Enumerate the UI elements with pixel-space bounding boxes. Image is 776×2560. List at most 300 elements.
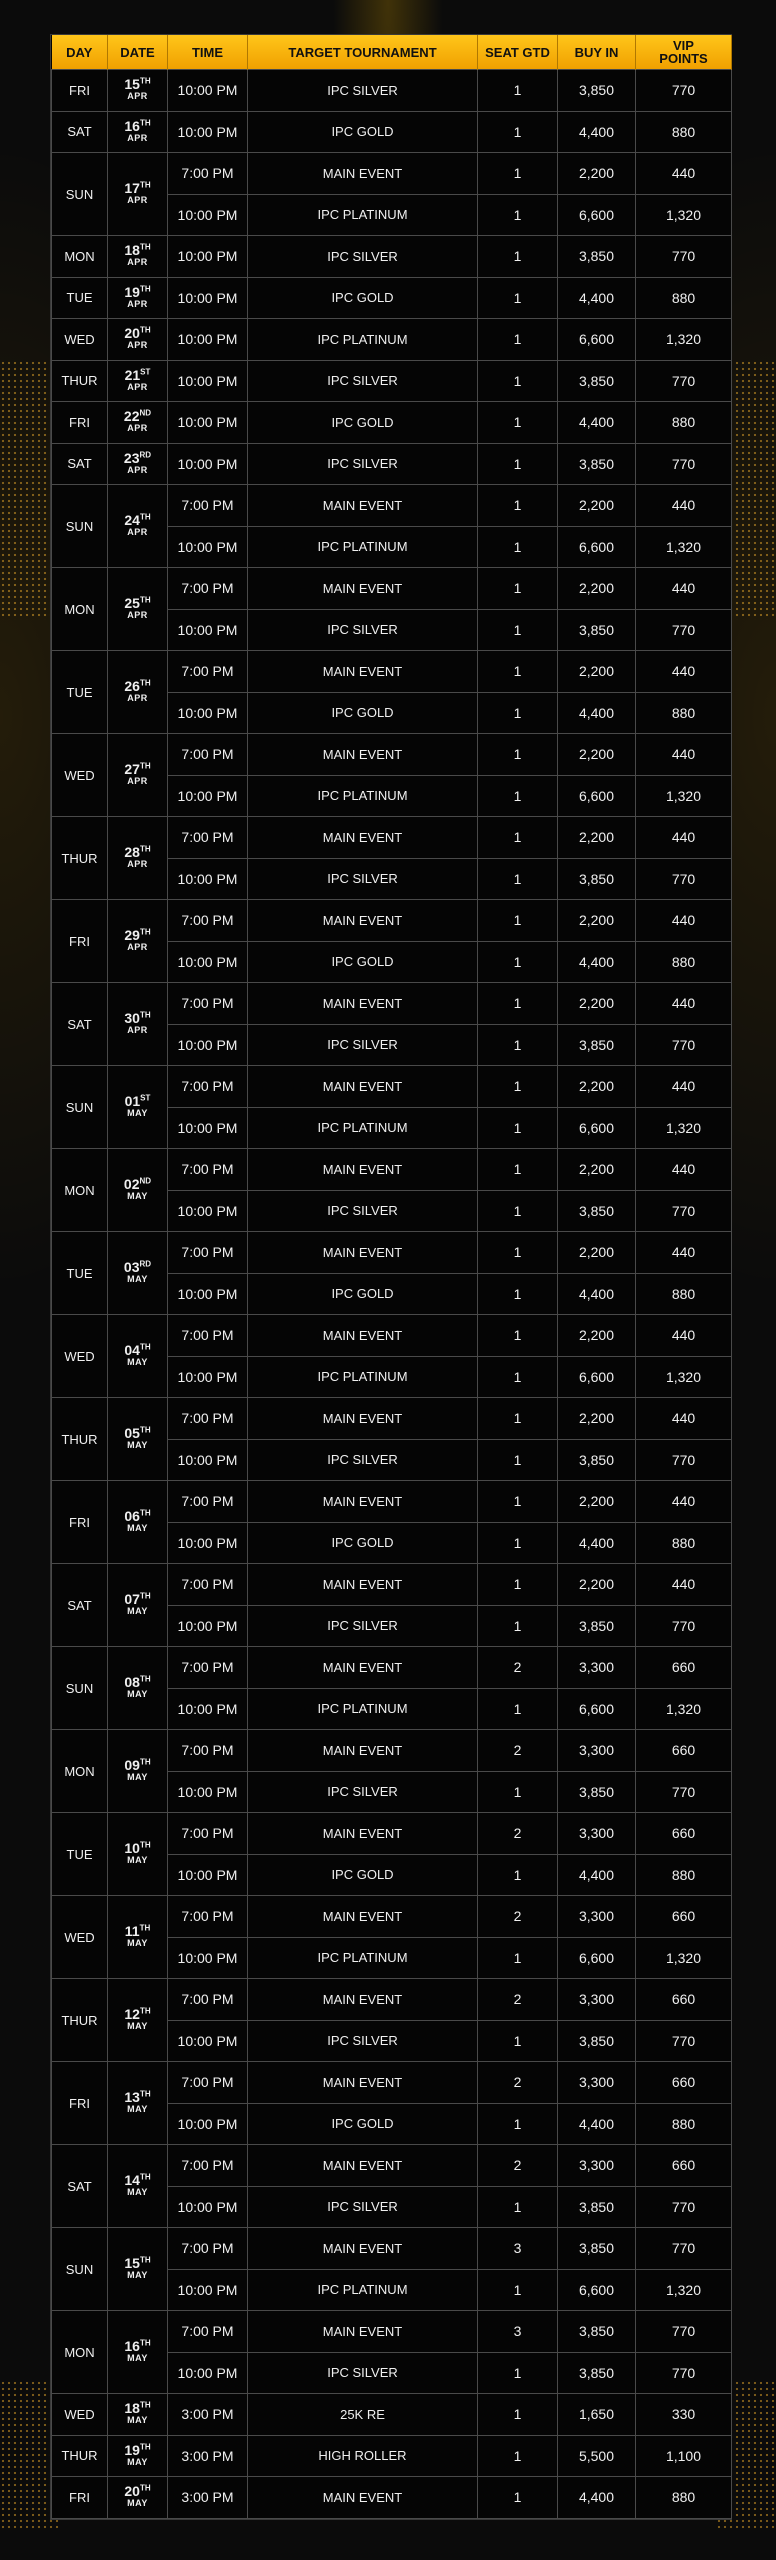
date-month: APR xyxy=(127,257,148,268)
date-month: MAY xyxy=(127,1357,148,1367)
date-cell xyxy=(108,2311,168,2394)
date-month: APR xyxy=(127,942,148,952)
date-suffix: TH xyxy=(139,761,151,771)
time-cell: 10:00 PM xyxy=(168,609,248,651)
table-row xyxy=(52,2435,732,2477)
day-cell: THUR xyxy=(52,2435,108,2477)
tournament-cell: IPC PLATINUM xyxy=(248,1688,478,1730)
buy-in-cell: 5,500 xyxy=(558,2435,636,2477)
date-suffix: TH xyxy=(139,2006,151,2016)
date-day xyxy=(108,763,167,775)
tournament-cell: MAIN EVENT xyxy=(248,485,478,527)
tournament-cell: IPC GOLD xyxy=(248,2103,478,2145)
date-suffix: TH xyxy=(139,2442,151,2452)
date-suffix: TH xyxy=(139,2400,151,2410)
day-cell: TUE xyxy=(52,1813,108,1896)
vip-points-cell: 880 xyxy=(636,111,732,153)
date-cell xyxy=(108,1564,168,1647)
buy-in-cell: 3,850 xyxy=(558,609,636,651)
date-suffix: TH xyxy=(139,1010,151,1020)
seat-gtd-cell: 1 xyxy=(478,2435,558,2477)
date-month: MAY xyxy=(127,1440,148,1450)
time-cell: 7:00 PM xyxy=(168,1564,248,1606)
seat-gtd-cell: 3 xyxy=(478,2228,558,2270)
date-day xyxy=(108,1012,167,1024)
seat-gtd-cell: 1 xyxy=(478,70,558,112)
tournament-cell: MAIN EVENT xyxy=(248,983,478,1025)
seat-gtd-cell: 2 xyxy=(478,1896,558,1938)
vip-points-cell: 440 xyxy=(636,1066,732,1108)
tournament-cell: MAIN EVENT xyxy=(248,1149,478,1191)
date-month: MAY xyxy=(127,2021,148,2031)
tournament-cell: IPC GOLD xyxy=(248,1854,478,1896)
table-row xyxy=(52,443,732,485)
buy-in-cell: 2,200 xyxy=(558,817,636,859)
buy-in-cell: 3,850 xyxy=(558,2186,636,2228)
table-row xyxy=(52,2062,732,2104)
date-cell xyxy=(108,1232,168,1315)
seat-gtd-cell: 1 xyxy=(478,2186,558,2228)
tournament-cell: IPC PLATINUM xyxy=(248,319,478,361)
date-suffix: TH xyxy=(139,180,151,190)
date-cell xyxy=(108,651,168,734)
tournament-cell: IPC SILVER xyxy=(248,2352,478,2394)
tournament-cell: MAIN EVENT xyxy=(248,1979,478,2021)
tournament-cell: MAIN EVENT xyxy=(248,1315,478,1357)
tournament-cell: IPC GOLD xyxy=(248,1273,478,1315)
date-cell xyxy=(108,817,168,900)
vip-points-cell: 440 xyxy=(636,817,732,859)
date-number: 23 xyxy=(123,449,140,466)
date-number: 22 xyxy=(123,408,140,425)
seat-gtd-cell: 1 xyxy=(478,1481,558,1523)
buy-in-cell: 2,200 xyxy=(558,1066,636,1108)
vip-points-cell: 1,320 xyxy=(636,1688,732,1730)
tournament-cell: IPC PLATINUM xyxy=(248,1356,478,1398)
date-suffix: TH xyxy=(139,1923,151,1933)
tournament-cell: IPC GOLD xyxy=(248,111,478,153)
date-suffix: TH xyxy=(139,1342,151,1352)
time-cell: 7:00 PM xyxy=(168,817,248,859)
vip-points-cell: 880 xyxy=(636,402,732,444)
date-day xyxy=(108,325,167,342)
vip-points-cell: 770 xyxy=(636,1605,732,1647)
date-suffix: TH xyxy=(139,1591,151,1601)
buy-in-cell: 3,850 xyxy=(558,2352,636,2394)
time-cell: 10:00 PM xyxy=(168,111,248,153)
table-row xyxy=(52,817,732,859)
seat-gtd-cell: 1 xyxy=(478,1066,558,1108)
buy-in-cell: 3,850 xyxy=(558,1190,636,1232)
buy-in-cell: 2,200 xyxy=(558,485,636,527)
header-buy-in: BUY IN xyxy=(558,35,636,70)
date-day xyxy=(108,242,167,259)
seat-gtd-cell: 1 xyxy=(478,153,558,195)
seat-gtd-cell: 1 xyxy=(478,568,558,610)
date-suffix: TH xyxy=(139,2483,151,2493)
seat-gtd-cell: 1 xyxy=(478,775,558,817)
time-cell: 10:00 PM xyxy=(168,70,248,112)
time-cell: 10:00 PM xyxy=(168,858,248,900)
table-row xyxy=(52,2311,732,2353)
vip-points-cell: 440 xyxy=(636,568,732,610)
tournament-cell: IPC SILVER xyxy=(248,1024,478,1066)
tournament-cell: IPC SILVER xyxy=(248,1771,478,1813)
buy-in-cell: 3,850 xyxy=(558,1439,636,1481)
date-month: APR xyxy=(127,464,148,475)
buy-in-cell: 6,600 xyxy=(558,319,636,361)
tournament-cell: IPC PLATINUM xyxy=(248,526,478,568)
date-month: MAY xyxy=(127,2415,148,2426)
tournament-cell: MAIN EVENT xyxy=(248,1564,478,1606)
vip-points-cell: 1,320 xyxy=(636,526,732,568)
day-cell: THUR xyxy=(52,360,108,402)
buy-in-cell: 2,200 xyxy=(558,651,636,693)
date-day xyxy=(108,366,167,383)
date-suffix: RD xyxy=(139,450,152,460)
date-number: 05 xyxy=(124,1425,140,1441)
seat-gtd-cell: 2 xyxy=(478,1979,558,2021)
vip-points-cell: 880 xyxy=(636,1273,732,1315)
date-month: APR xyxy=(127,423,148,434)
date-day xyxy=(108,2091,167,2103)
day-cell: SAT xyxy=(52,2145,108,2228)
table-row xyxy=(52,2145,732,2187)
header-seat-gtd: SEAT GTD xyxy=(478,35,558,70)
buy-in-cell: 4,400 xyxy=(558,402,636,444)
buy-in-cell: 6,600 xyxy=(558,1356,636,1398)
date-month: MAY xyxy=(127,2187,148,2197)
date-day xyxy=(108,1925,167,1937)
seat-gtd-cell: 1 xyxy=(478,692,558,734)
time-cell: 10:00 PM xyxy=(168,526,248,568)
buy-in-cell: 3,850 xyxy=(558,858,636,900)
tournament-cell: MAIN EVENT xyxy=(248,1232,478,1274)
seat-gtd-cell: 1 xyxy=(478,1315,558,1357)
day-cell: SAT xyxy=(52,443,108,485)
seat-gtd-cell: 1 xyxy=(478,2352,558,2394)
date-cell xyxy=(108,70,168,112)
vip-points-cell: 440 xyxy=(636,153,732,195)
date-number: 17 xyxy=(124,180,140,196)
seat-gtd-cell: 2 xyxy=(478,1647,558,1689)
date-month: MAY xyxy=(127,2270,148,2280)
date-month: APR xyxy=(127,340,148,351)
table-row xyxy=(52,2477,732,2519)
date-day xyxy=(108,1676,167,1688)
table-row xyxy=(52,651,732,693)
tournament-cell: IPC SILVER xyxy=(248,609,478,651)
buy-in-cell: 2,200 xyxy=(558,1398,636,1440)
buy-in-cell: 3,850 xyxy=(558,70,636,112)
date-suffix: ND xyxy=(139,408,152,418)
date-cell xyxy=(108,319,168,361)
date-month: MAY xyxy=(127,2104,148,2114)
buy-in-cell: 3,850 xyxy=(558,443,636,485)
day-cell: TUE xyxy=(52,651,108,734)
seat-gtd-cell: 1 xyxy=(478,236,558,278)
vip-points-cell: 440 xyxy=(636,734,732,776)
date-suffix: TH xyxy=(139,1674,151,1684)
vip-points-cell: 1,320 xyxy=(636,1107,732,1149)
date-day xyxy=(108,597,167,609)
day-cell: MON xyxy=(52,236,108,278)
date-cell xyxy=(108,734,168,817)
time-cell: 10:00 PM xyxy=(168,1190,248,1232)
time-cell: 10:00 PM xyxy=(168,277,248,319)
tournament-cell: MAIN EVENT xyxy=(248,1730,478,1772)
date-suffix: TH xyxy=(139,325,151,335)
date-day xyxy=(108,1178,167,1190)
tournament-cell: IPC GOLD xyxy=(248,941,478,983)
date-day xyxy=(108,2174,167,2186)
date-number: 07 xyxy=(124,1591,140,1607)
vip-points-cell: 660 xyxy=(636,1979,732,2021)
buy-in-cell: 3,850 xyxy=(558,2020,636,2062)
table-row xyxy=(52,236,732,278)
tournament-cell: IPC GOLD xyxy=(248,1522,478,1564)
table-row xyxy=(52,111,732,153)
day-cell: MON xyxy=(52,1730,108,1813)
date-suffix: TH xyxy=(139,595,151,605)
time-cell: 10:00 PM xyxy=(168,1937,248,1979)
date-suffix: ST xyxy=(140,1093,151,1103)
date-month: APR xyxy=(127,527,148,537)
date-cell xyxy=(108,111,168,153)
tournament-cell: MAIN EVENT xyxy=(248,1481,478,1523)
date-day xyxy=(108,2257,167,2269)
time-cell: 10:00 PM xyxy=(168,1771,248,1813)
date-number: 04 xyxy=(124,1342,140,1358)
tournament-cell: IPC SILVER xyxy=(248,858,478,900)
date-month: MAY xyxy=(127,1108,148,1118)
schedule-panel xyxy=(50,34,732,2520)
vip-points-cell: 440 xyxy=(636,1398,732,1440)
tournament-cell: MAIN EVENT xyxy=(248,2477,478,2519)
vip-points-cell: 770 xyxy=(636,236,732,278)
buy-in-cell: 2,200 xyxy=(558,734,636,776)
buy-in-cell: 6,600 xyxy=(558,526,636,568)
date-number: 25 xyxy=(124,595,140,611)
time-cell: 7:00 PM xyxy=(168,1730,248,1772)
date-number: 24 xyxy=(124,512,140,528)
date-month: MAY xyxy=(127,2498,148,2509)
buy-in-cell: 3,300 xyxy=(558,2062,636,2104)
date-month: MAY xyxy=(127,1938,148,1948)
vip-points-cell: 880 xyxy=(636,2103,732,2145)
vip-points-cell: 770 xyxy=(636,360,732,402)
buy-in-cell: 4,400 xyxy=(558,941,636,983)
date-day xyxy=(108,283,167,300)
table-row xyxy=(52,2228,732,2270)
vip-points-cell: 440 xyxy=(636,900,732,942)
seat-gtd-cell: 1 xyxy=(478,360,558,402)
seat-gtd-cell: 1 xyxy=(478,2103,558,2145)
date-number: 18 xyxy=(124,2400,140,2417)
date-number: 06 xyxy=(124,1508,140,1524)
seat-gtd-cell: 1 xyxy=(478,858,558,900)
time-cell: 7:00 PM xyxy=(168,900,248,942)
table-body xyxy=(52,70,732,2519)
time-cell: 3:00 PM xyxy=(168,2394,248,2436)
table-row xyxy=(52,900,732,942)
vip-points-cell: 660 xyxy=(636,2062,732,2104)
vip-points-cell: 880 xyxy=(636,1522,732,1564)
vip-points-cell: 770 xyxy=(636,1771,732,1813)
vip-points-cell: 660 xyxy=(636,1730,732,1772)
date-month: APR xyxy=(127,298,148,309)
date-month: APR xyxy=(127,195,148,205)
day-cell: FRI xyxy=(52,900,108,983)
time-cell: 7:00 PM xyxy=(168,1315,248,1357)
date-month: MAY xyxy=(127,1606,148,1616)
tournament-cell: MAIN EVENT xyxy=(248,153,478,195)
header-time: TIME xyxy=(168,35,248,70)
time-cell: 10:00 PM xyxy=(168,941,248,983)
time-cell: 7:00 PM xyxy=(168,651,248,693)
tournament-cell: IPC PLATINUM xyxy=(248,775,478,817)
tournament-cell: MAIN EVENT xyxy=(248,1066,478,1108)
table-row xyxy=(52,734,732,776)
date-suffix: TH xyxy=(139,284,151,294)
date-cell xyxy=(108,568,168,651)
table-row xyxy=(52,983,732,1025)
date-cell xyxy=(108,2062,168,2145)
tournament-cell: MAIN EVENT xyxy=(248,900,478,942)
date-month: APR xyxy=(127,610,148,620)
tournament-cell: IPC SILVER xyxy=(248,1439,478,1481)
vip-points-cell: 770 xyxy=(636,443,732,485)
time-cell: 7:00 PM xyxy=(168,1066,248,1108)
vip-points-cell: 770 xyxy=(636,1439,732,1481)
table-row xyxy=(52,1564,732,1606)
day-cell: SUN xyxy=(52,485,108,568)
date-cell xyxy=(108,2228,168,2311)
tournament-cell: IPC GOLD xyxy=(248,277,478,319)
date-suffix: TH xyxy=(139,1425,151,1435)
date-number: 19 xyxy=(124,283,140,300)
day-cell: TUE xyxy=(52,277,108,319)
time-cell: 7:00 PM xyxy=(168,983,248,1025)
table-row xyxy=(52,1647,732,1689)
date-number: 08 xyxy=(124,1674,140,1690)
date-day xyxy=(108,1593,167,1605)
tournament-cell: IPC PLATINUM xyxy=(248,194,478,236)
date-cell xyxy=(108,1398,168,1481)
tournament-cell: IPC SILVER xyxy=(248,2186,478,2228)
table-row xyxy=(52,153,732,195)
vip-points-cell: 440 xyxy=(636,651,732,693)
table-row xyxy=(52,70,732,112)
table-row xyxy=(52,1066,732,1108)
table-row xyxy=(52,1149,732,1191)
date-suffix: TH xyxy=(139,118,151,128)
vip-points-cell: 1,320 xyxy=(636,2269,732,2311)
day-cell: THUR xyxy=(52,817,108,900)
seat-gtd-cell: 1 xyxy=(478,319,558,361)
time-cell: 7:00 PM xyxy=(168,1813,248,1855)
time-cell: 10:00 PM xyxy=(168,2186,248,2228)
seat-gtd-cell: 2 xyxy=(478,2145,558,2187)
date-day xyxy=(108,2483,167,2500)
date-cell xyxy=(108,1481,168,1564)
vip-points-cell: 770 xyxy=(636,2020,732,2062)
seat-gtd-cell: 1 xyxy=(478,1232,558,1274)
buy-in-cell: 2,200 xyxy=(558,153,636,195)
seat-gtd-cell: 1 xyxy=(478,526,558,568)
seat-gtd-cell: 1 xyxy=(478,609,558,651)
buy-in-cell: 2,200 xyxy=(558,983,636,1025)
table-row xyxy=(52,1896,732,1938)
table-row xyxy=(52,1813,732,1855)
tournament-cell: MAIN EVENT xyxy=(248,1398,478,1440)
tournament-cell: MAIN EVENT xyxy=(248,2062,478,2104)
time-cell: 10:00 PM xyxy=(168,1605,248,1647)
date-suffix: TH xyxy=(139,512,151,522)
vip-points-cell: 770 xyxy=(636,70,732,112)
seat-gtd-cell: 1 xyxy=(478,402,558,444)
time-cell: 10:00 PM xyxy=(168,692,248,734)
buy-in-cell: 3,300 xyxy=(558,1813,636,1855)
date-day xyxy=(108,2400,167,2417)
vip-points-cell: 1,320 xyxy=(636,775,732,817)
time-cell: 10:00 PM xyxy=(168,194,248,236)
seat-gtd-cell: 2 xyxy=(478,2062,558,2104)
date-suffix: RD xyxy=(139,1259,152,1269)
time-cell: 7:00 PM xyxy=(168,2311,248,2353)
date-number: 30 xyxy=(124,1010,140,1026)
seat-gtd-cell: 2 xyxy=(478,1813,558,1855)
date-number: 19 xyxy=(124,2441,140,2458)
vip-points-cell: 880 xyxy=(636,2477,732,2519)
day-cell: WED xyxy=(52,2394,108,2436)
tournament-cell: MAIN EVENT xyxy=(248,1647,478,1689)
vip-points-cell: 770 xyxy=(636,609,732,651)
tournament-cell: MAIN EVENT xyxy=(248,2145,478,2187)
header-vip-points: VIP POINTS xyxy=(636,35,732,70)
seat-gtd-cell: 1 xyxy=(478,900,558,942)
date-cell xyxy=(108,485,168,568)
date-month: MAY xyxy=(127,1689,148,1699)
date-month: APR xyxy=(127,381,148,392)
buy-in-cell: 4,400 xyxy=(558,2477,636,2519)
time-cell: 7:00 PM xyxy=(168,568,248,610)
time-cell: 10:00 PM xyxy=(168,775,248,817)
day-cell: FRI xyxy=(52,2062,108,2145)
seat-gtd-cell: 2 xyxy=(478,1730,558,1772)
table-row xyxy=(52,402,732,444)
day-cell: SUN xyxy=(52,153,108,236)
time-cell: 10:00 PM xyxy=(168,443,248,485)
date-day xyxy=(108,1427,167,1439)
vip-points-cell: 1,320 xyxy=(636,194,732,236)
date-number: 02 xyxy=(123,1176,140,1192)
date-day xyxy=(108,1261,167,1273)
tournament-cell: IPC SILVER xyxy=(248,1190,478,1232)
day-cell: SUN xyxy=(52,1066,108,1149)
header-date: DATE xyxy=(108,35,168,70)
time-cell: 7:00 PM xyxy=(168,485,248,527)
seat-gtd-cell: 1 xyxy=(478,2394,558,2436)
seat-gtd-cell: 1 xyxy=(478,651,558,693)
buy-in-cell: 4,400 xyxy=(558,1522,636,1564)
day-cell: THUR xyxy=(52,1398,108,1481)
vip-points-cell: 440 xyxy=(636,1315,732,1357)
date-number: 14 xyxy=(124,2172,140,2188)
seat-gtd-cell: 1 xyxy=(478,1564,558,1606)
date-month: APR xyxy=(127,91,148,102)
time-cell: 10:00 PM xyxy=(168,2269,248,2311)
